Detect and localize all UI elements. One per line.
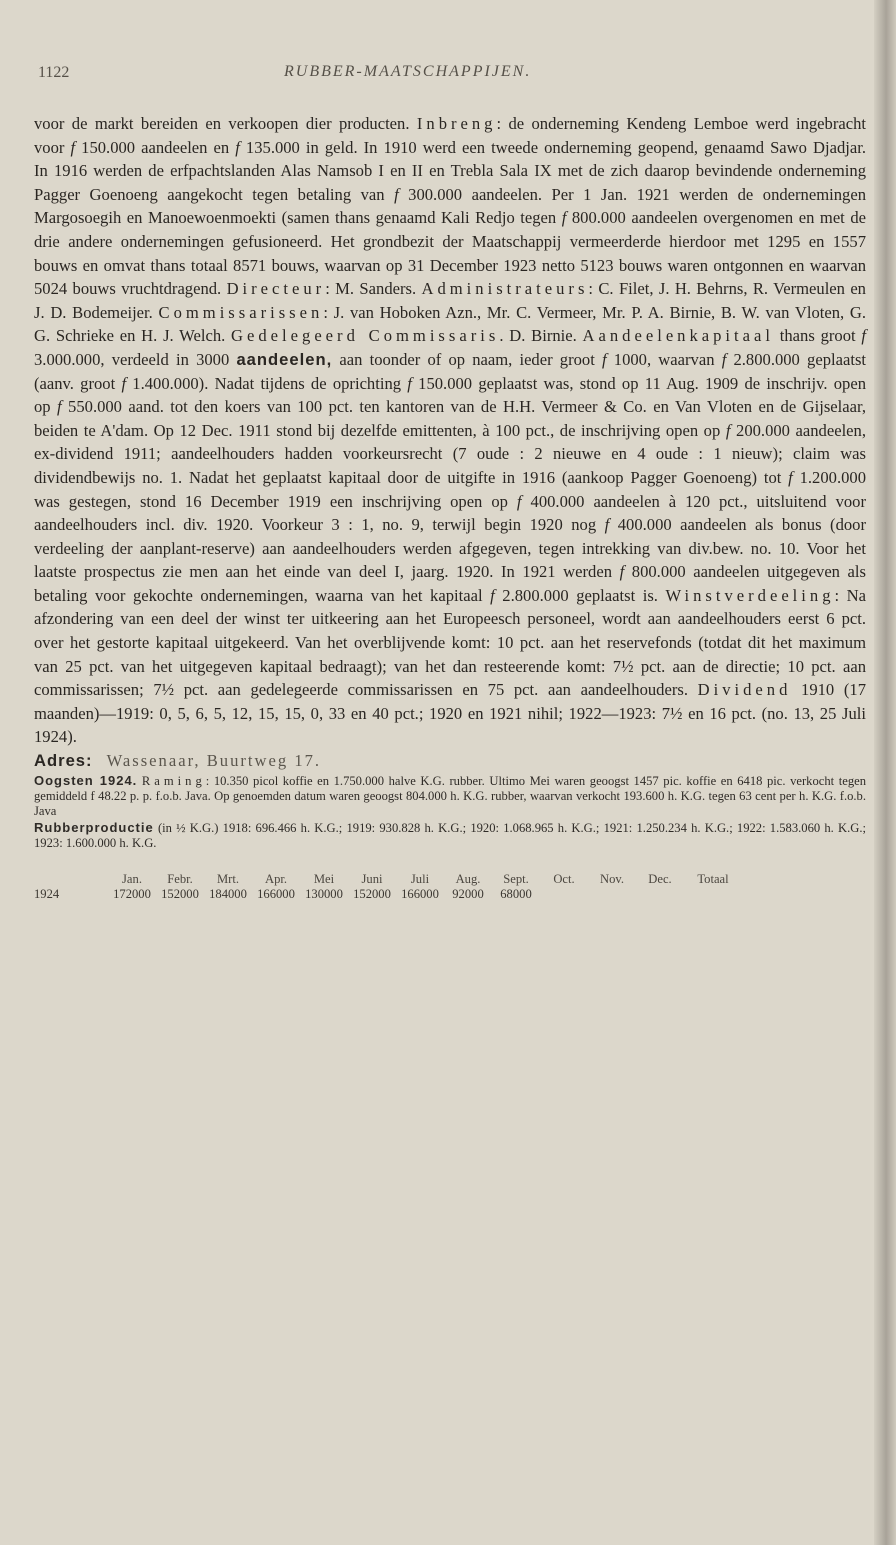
florin-sign: f [407, 373, 412, 393]
page-header [34, 60, 866, 112]
text-run: 135.000 in geld. In 1910 werd een tweede onderneming geopend, genaamd Sawo Djadjar. In 1916 werden de erfpachtslanden Alas Namsob I en II en Trebla Sala IX met de zich daarop bevindende onderneming Pagger Goenoeng aangekocht tegen betaling van [34, 137, 866, 204]
spaced-heading-term: Directeur [226, 279, 326, 299]
text-run: 1000, waarvan [606, 349, 722, 369]
table-header-cell: Mei [313, 872, 335, 887]
table-cell: 172000 [113, 887, 151, 902]
main-paragraph [34, 112, 866, 749]
text-run: 150.000 aandeelen en [75, 137, 236, 157]
text-run: . D. Birnie. [499, 326, 583, 346]
rubber-production-paragraph [34, 820, 866, 851]
spaced-heading-term: Aandeelenkapitaal [582, 326, 774, 346]
florin-sign: f [561, 208, 567, 228]
florin-sign: f [235, 137, 240, 157]
table-cell: 152000 [353, 887, 391, 902]
florin-sign: f [121, 373, 127, 393]
table-header-cell: Juli [410, 872, 430, 887]
text-run: : J. van Hoboken Azn., Mr. C. Vermeer, Mr. P. A. Birnie, B. W. van Vloten, G. G. Schrieke en H. J. Welch. [34, 302, 867, 346]
book-spine-shadow [874, 0, 896, 1545]
spaced-heading-term: Gedelegeerd Commissaris [231, 326, 500, 346]
text-run: : Na afzondering van een deel der winst ter uitkeering aan het Europeesch personeel, wordt aan aandeelhouders eerst 6 pct. over het gestorte kapitaal uitgekeerd. Van het overblijvende komt: 10 pct. aan het reservefonds (totdat dit het maximum van 25 pct. van het uitgegeven kapitaal bedraagt); van het dan resteerende komt: 7½ pct. aan de directie; 10 pct. aan commissarissen; 7½ pct. aan gedelegeerde commissarissen en 75 pct. aan aandeelhouders. [34, 585, 867, 700]
table-cell: 152000 [161, 887, 199, 902]
table-header-row [34, 872, 866, 887]
florin-sign: f [516, 491, 522, 511]
table-header-cell: Jan. [122, 872, 142, 887]
florin-sign: f [602, 349, 607, 369]
text-run: 2.800.000 geplaatst is. [494, 585, 666, 605]
text-run: 800.000 aandeelen uitgegeven als betaling voor gekochte ondernemingen, waarna van het kapitaal [34, 562, 866, 605]
address-label: Adres: [34, 751, 93, 771]
table-header-cell: Nov. [599, 872, 625, 887]
spaced-heading-term: Inbreng [416, 114, 497, 133]
table-cell: 166000 [257, 887, 295, 902]
florin-sign: f [619, 562, 625, 582]
text-run: 3.000.000, verdeeld in 3000 [34, 349, 237, 369]
text-run: 150.000 geplaatst was, stond op 11 Aug. 1909 de inschrijv. open op [34, 373, 866, 417]
text-run: aan toonder of op naam, ieder groot [332, 349, 602, 369]
row-year-label: 1924 [34, 887, 60, 902]
table-cell: 92000 [452, 887, 484, 902]
bold-term: aandeelen, [236, 349, 333, 369]
florin-sign: f [725, 420, 731, 440]
document-body [34, 112, 866, 902]
text-run: 200.000 aandeelen, ex-dividend 1911; aandeelhouders hadden voorkeursrecht (7 oude : 2 nieuwe en 4 oude : 1 nieuw); claim was dividendbewijs no. 1. Nadat het geplaatst kapitaal door de uitgifte in 1916 (aankoop Pagger Goenoeng) tot [34, 420, 866, 487]
florin-sign: f [788, 467, 793, 487]
address-value: Wassenaar, Buurtweg 17. [106, 751, 322, 771]
table-header-cell: Oct. [553, 872, 575, 887]
table-row [34, 887, 866, 902]
text-run: 300.000 aandeelen. Per 1 Jan. 1921 werden de ondernemingen Margosoegih en Manoewoenmoekti (samen thans genaamd Kali Redjo tegen [34, 184, 866, 228]
florin-sign: f [604, 515, 610, 535]
spaced-heading-term: Administrateurs [421, 279, 589, 299]
spaced-heading-term: Commissarissen [158, 302, 324, 322]
table-cell: 68000 [500, 887, 532, 902]
florin-sign: f [57, 397, 62, 417]
text-run: : C. Filet, J. H. Behrns, R. Vermeulen en J. D. Bodemeijer. [34, 279, 866, 322]
text-run: : M. Sanders. [325, 279, 422, 299]
table-cell: 184000 [209, 887, 247, 902]
text-run: : de onderneming Kendeng Lemboe werd ingebracht voor [34, 114, 867, 157]
florin-sign: f [861, 326, 866, 346]
florin-sign: f [490, 585, 495, 605]
text-run: 400.000 aandeelen à 120 pct., uitsluitend voor aandeelhouders incl. div. 1920. Voorkeur 3 : 1, no. 9, terwijl begin 1920 nog [34, 491, 866, 535]
rubber-production-text: (in ½ K.G.) 1918: 696.466 h. K.G.; 1919: 930.828 h. K.G.; 1920: 1.068.965 h. K.G.; 1921: 1.250.234 h. K.G.; 1922: 1.583.060 h. K.G.; 1923: 1.600.000 h. K.G. [34, 820, 866, 850]
harvest-text: : 10.350 picol koffie en 1.750.000 halve K.G. rubber. Ultimo Mei waren geoogst 1457 pic. koffie en 6418 pic. verkocht tegen gemiddeld f 48.22 p. p. f.o.b. Java. Op genoemden datum waren geoogst 804.000 h. K.G. rubber, waarvan verkocht 193.600 h. K.G. tegen 63 cent per h. K.G. f.o.b. Java [34, 774, 867, 819]
text-run: 1.400.000). Nadat tijdens de oprichting [126, 373, 408, 393]
text-run: 1.200.000 was gestegen, stond 16 December 1919 een inschrijving open op [34, 467, 866, 511]
estimate-label: Raming [141, 774, 206, 789]
table-header-cell: Juni [361, 872, 383, 887]
table-cell: 166000 [401, 887, 439, 902]
monthly-production-table [34, 872, 866, 902]
address-line [34, 749, 866, 773]
text-run: thans groot [774, 326, 862, 346]
florin-sign: f [394, 184, 399, 204]
table-header-cell: Totaal [697, 872, 729, 887]
table-cell: 130000 [305, 887, 343, 902]
table-header-cells [108, 872, 742, 887]
table-header-cell: Aug. [455, 872, 481, 887]
table-header-cell: Febr. [167, 872, 193, 887]
table-header-cell: Mrt. [216, 872, 240, 887]
harvest-label: Oogsten 1924. [34, 773, 138, 789]
running-title: RUBBER-MAATSCHAPPIJEN. [284, 63, 532, 80]
table-header-cell: Apr. [264, 872, 288, 887]
spaced-heading-term: Winstverdeeling [665, 585, 835, 605]
florin-sign: f [70, 137, 76, 157]
text-run: voor de markt bereiden en verkoopen dier producten. [34, 114, 417, 133]
text-run: 800.000 aandeelen overgenomen en met de drie andere ondernemingen gefusioneerd. Het grondbezit der Maatschappij vermeerderde hierdoor met 1295 en 1557 bouws en omvat thans totaal 8571 bouws, waarvan op 31 December 1923 netto 5123 bouws waren ontgonnen en waarvan 5024 bouws vruchtdragend. [34, 208, 866, 299]
table-header-cell: Sept. [503, 872, 529, 887]
page-number: 1122 [38, 64, 70, 81]
harvest-paragraph [34, 773, 866, 820]
text-run: 550.000 aand. tot den koers van 100 pct. ten kantoren van de H.H. Vermeer & Co. en Van Vloten en de Gijselaar, beiden te A'dam. Op 12 Dec. 1911 stond bij dezelfde emittenten, à 100 pct., de inschrijving open op [34, 397, 866, 440]
text-run: 1910 (17 maanden)—1919: 0, 5, 6, 5, 12, 15, 15, 0, 33 en 40 pct.; 1920 en 1921 nihil; 1922—1923: 7½ en 16 pct. (no. 13, 25 Juli 1924). [34, 680, 866, 747]
florin-sign: f [721, 349, 727, 369]
spaced-heading-term: Dividend [697, 680, 792, 700]
text-run: 2.800.000 geplaatst (aanv. groot [34, 349, 867, 393]
rubber-production-label: Rubberproductie [34, 819, 154, 835]
text-run: 400.000 aandeelen als bonus (door verdeeling der aanplant-reserve) aan aandeelhouders werden afgegeven, tegen intrekking van div.bew. no. 10. Voor het laatste prospectus zie men aan het einde van deel I, jaarg. 1920. In 1921 werden [34, 515, 866, 582]
table-header-cell: Dec. [648, 872, 672, 887]
table-value-cells [108, 887, 540, 902]
